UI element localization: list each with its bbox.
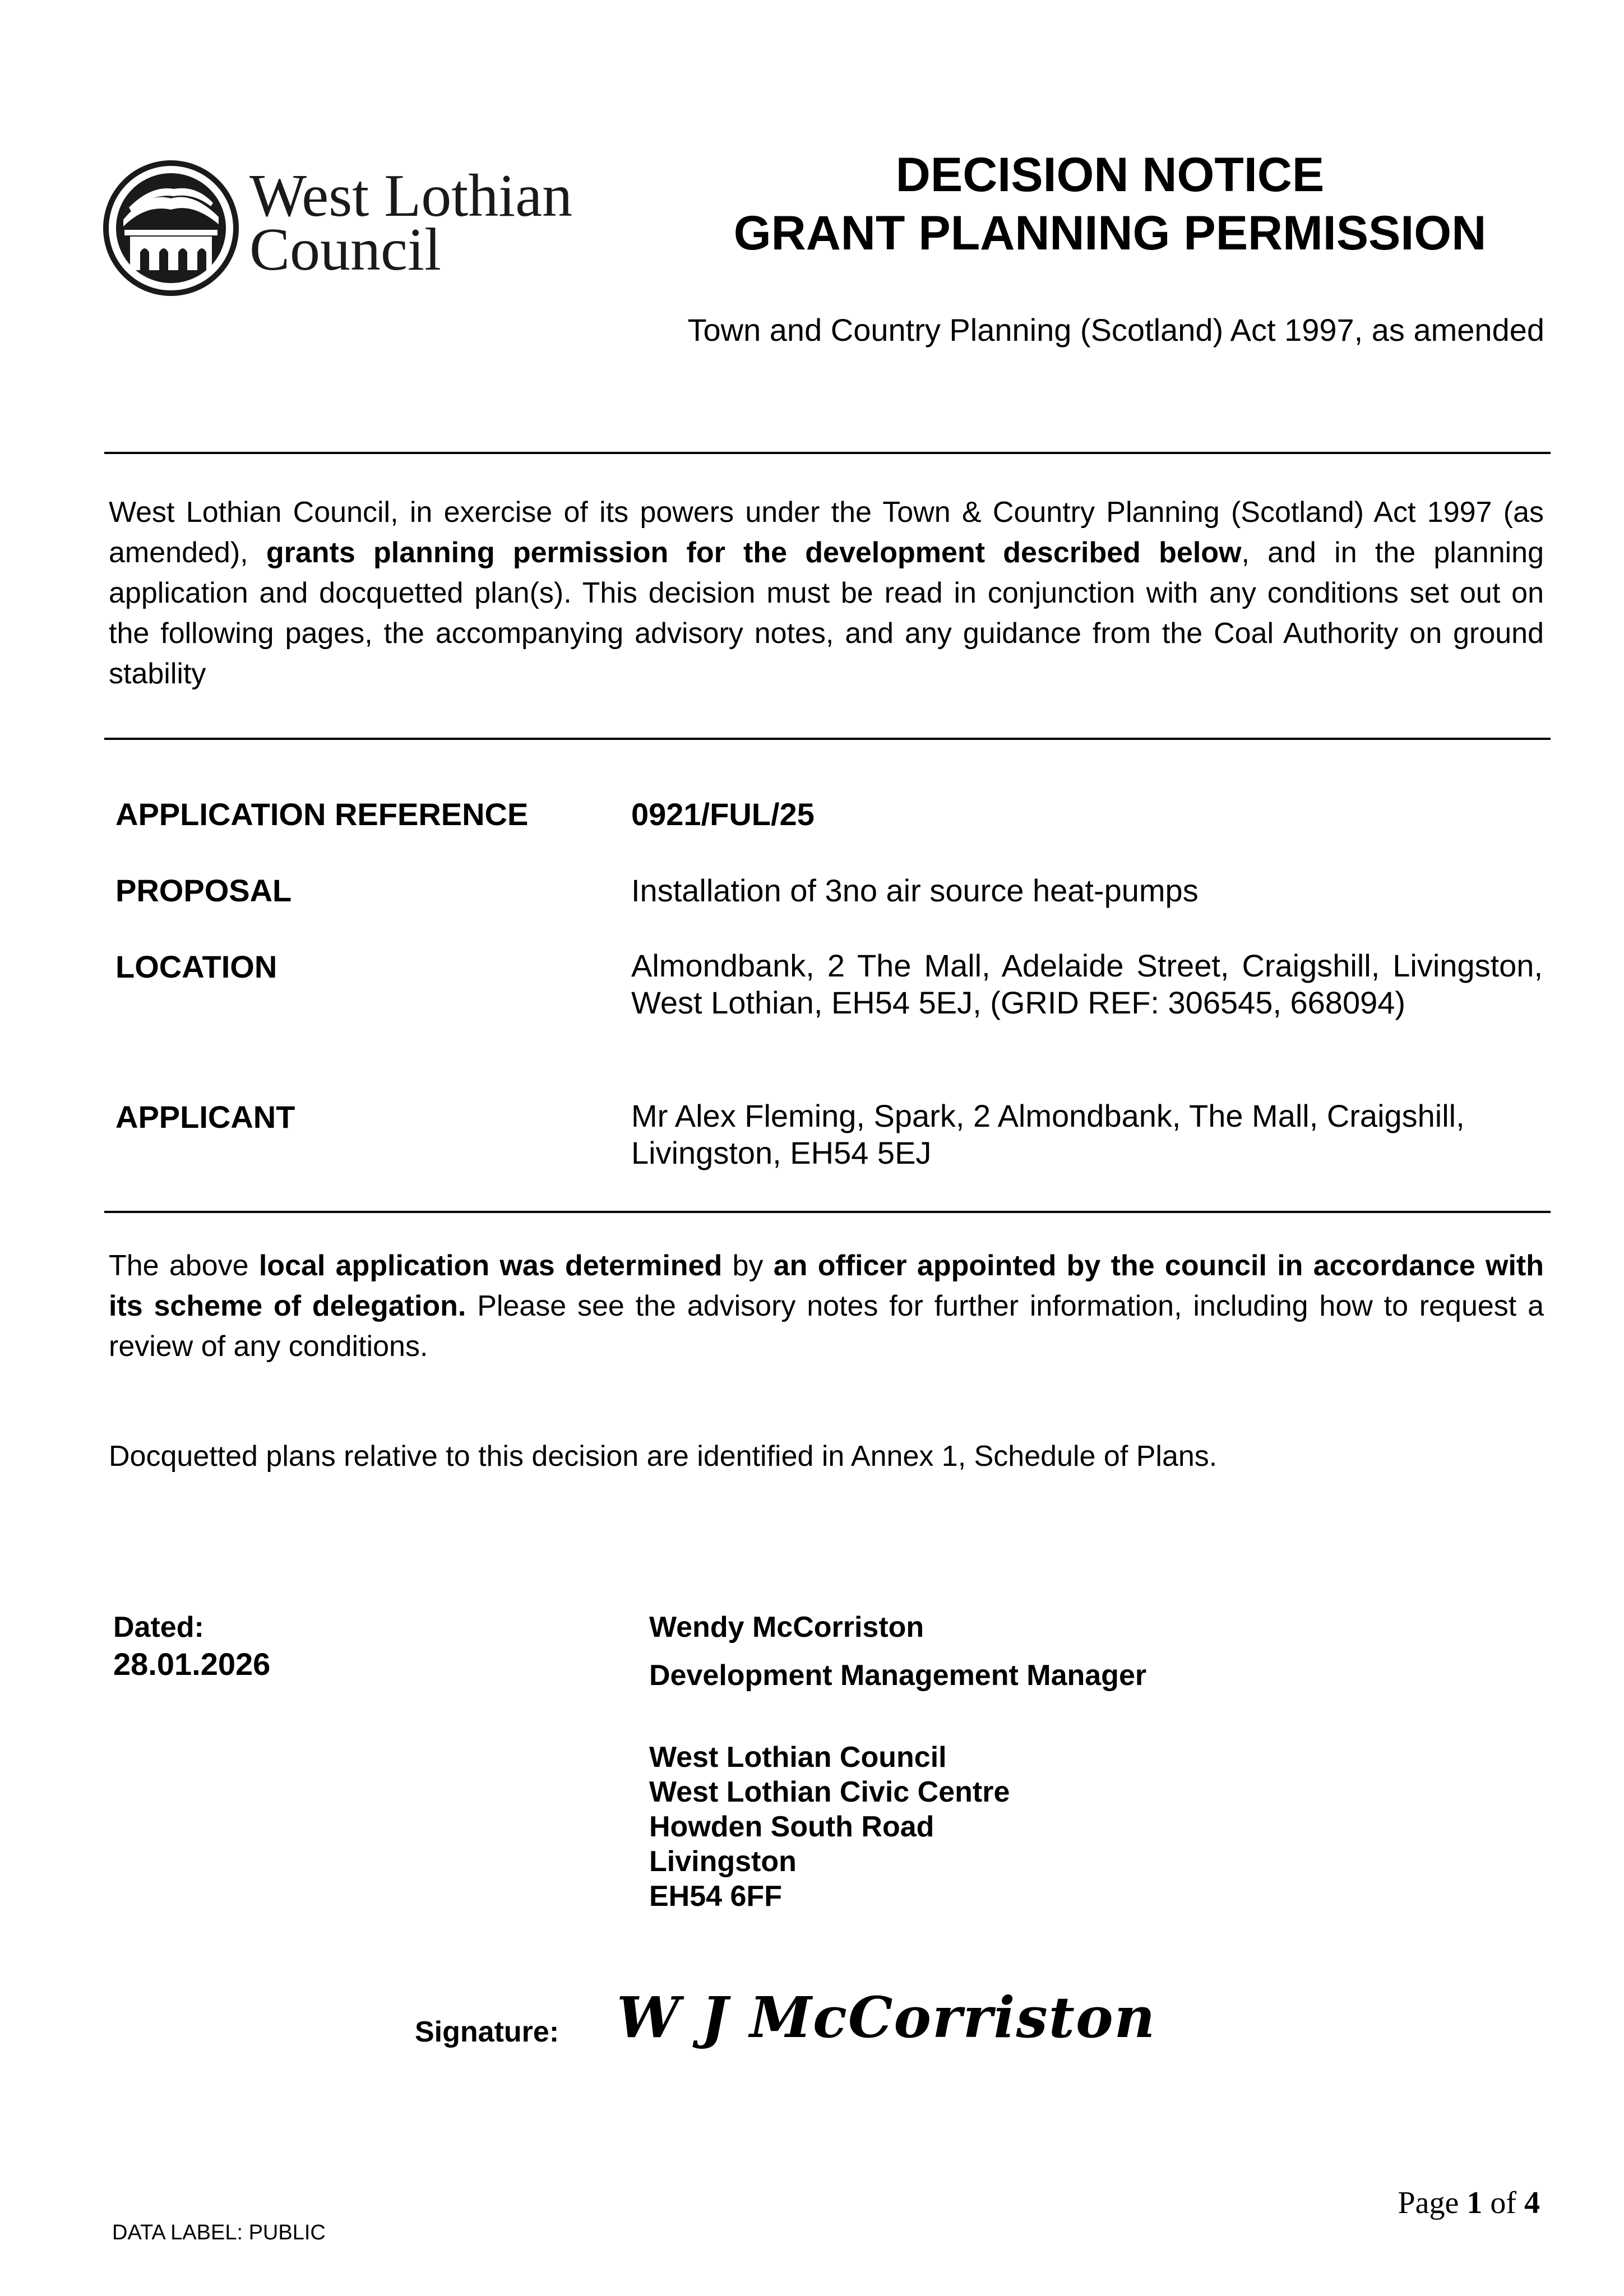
title-line2: GRANT PLANNING PERMISSION: [733, 206, 1487, 260]
intro-paragraph: [109, 492, 1544, 694]
address-line: West Lothian Council: [649, 1741, 947, 1774]
proposal-label: PROPOSAL: [115, 873, 292, 908]
det-text-2: by: [722, 1249, 774, 1282]
det-text-1: The above: [109, 1249, 259, 1282]
page-title: [645, 146, 1575, 262]
page-word: Page: [1398, 2186, 1459, 2220]
det-bold-2: an officer appointed by the council in accordance with its scheme of delegation.: [109, 1249, 1544, 1322]
reference-value: 0921/FUL/25: [631, 797, 815, 832]
reference-label: APPLICATION REFERENCE: [115, 797, 529, 832]
applicant-label: APPLICANT: [115, 1099, 295, 1135]
logo-line2: Council: [249, 216, 441, 283]
page-current: 1: [1466, 2186, 1483, 2220]
applicant-line1: Mr Alex Fleming, Spark, 2 Almondbank, The Mall, Craigshill,: [631, 1098, 1465, 1133]
det-bold-1: local application was determined: [258, 1249, 723, 1282]
intro-bold: grants planning permission for the development described below: [266, 536, 1242, 569]
applicant-line2: Livingston, EH54 5EJ: [631, 1135, 932, 1170]
proposal-value: Installation of 3no air source heat-pumps: [631, 873, 1199, 908]
intro-text-1: West Lothian Council, in exercise of its powers under the Town & Country Planning (Scotland) Act 1997 (as amended),: [109, 496, 1544, 569]
council-logo: [101, 158, 617, 304]
location-label: LOCATION: [115, 949, 277, 984]
page-of: of: [1490, 2186, 1516, 2220]
determination-paragraph: [109, 1246, 1544, 1367]
viaduct-emblem-icon: [101, 158, 241, 298]
dated-label: Dated:: [113, 1611, 204, 1644]
data-label: DATA LABEL: PUBLIC: [112, 2221, 326, 2244]
signature-label: Signature:: [415, 2016, 559, 2048]
address-line: West Lothian Civic Centre: [649, 1776, 1010, 1808]
divider: [104, 452, 1551, 454]
intro-text-2: , and in the planning application and docquetted plan(s). This decision must be read in conjunction with any conditions set out on the following pages, the accompanying advisory notes, and any guidance from the Coal Authority on ground stability: [109, 536, 1544, 690]
applicant-value: [631, 1098, 1543, 1172]
address-line: EH54 6FF: [649, 1880, 782, 1913]
divider: [104, 738, 1551, 740]
act-subtitle: Town and Country Planning (Scotland) Act 1997, as amended: [687, 312, 1544, 348]
page-total: 4: [1524, 2186, 1540, 2220]
title-line1: DECISION NOTICE: [895, 148, 1325, 202]
officer-name: Wendy McCorriston: [649, 1611, 924, 1644]
address-line: Howden South Road: [649, 1811, 934, 1843]
council-address: [649, 1740, 1010, 1914]
plans-note: Docquetted plans relative to this decision are identified in Annex 1, Schedule of Plans.: [109, 1440, 1218, 1473]
dated-value: 28.01.2026: [113, 1646, 271, 1682]
location-value: Almondbank, 2 The Mall, Adelaide Street, Craigshill, Livingston, West Lothian, EH54 5EJ, (GRID REF: 306545, 668094): [631, 948, 1543, 1020]
logo-line1: West Lothian: [249, 163, 573, 229]
address-line: Livingston: [649, 1845, 797, 1878]
officer-role: Development Management Manager: [649, 1659, 1147, 1692]
page-number: [1398, 2185, 1540, 2221]
divider: [104, 1211, 1551, 1213]
det-text-3: Please see the advisory notes for further information, including how to request a review of any conditions.: [109, 1290, 1544, 1363]
handwritten-signature: W J McCorriston: [617, 1984, 1156, 2050]
